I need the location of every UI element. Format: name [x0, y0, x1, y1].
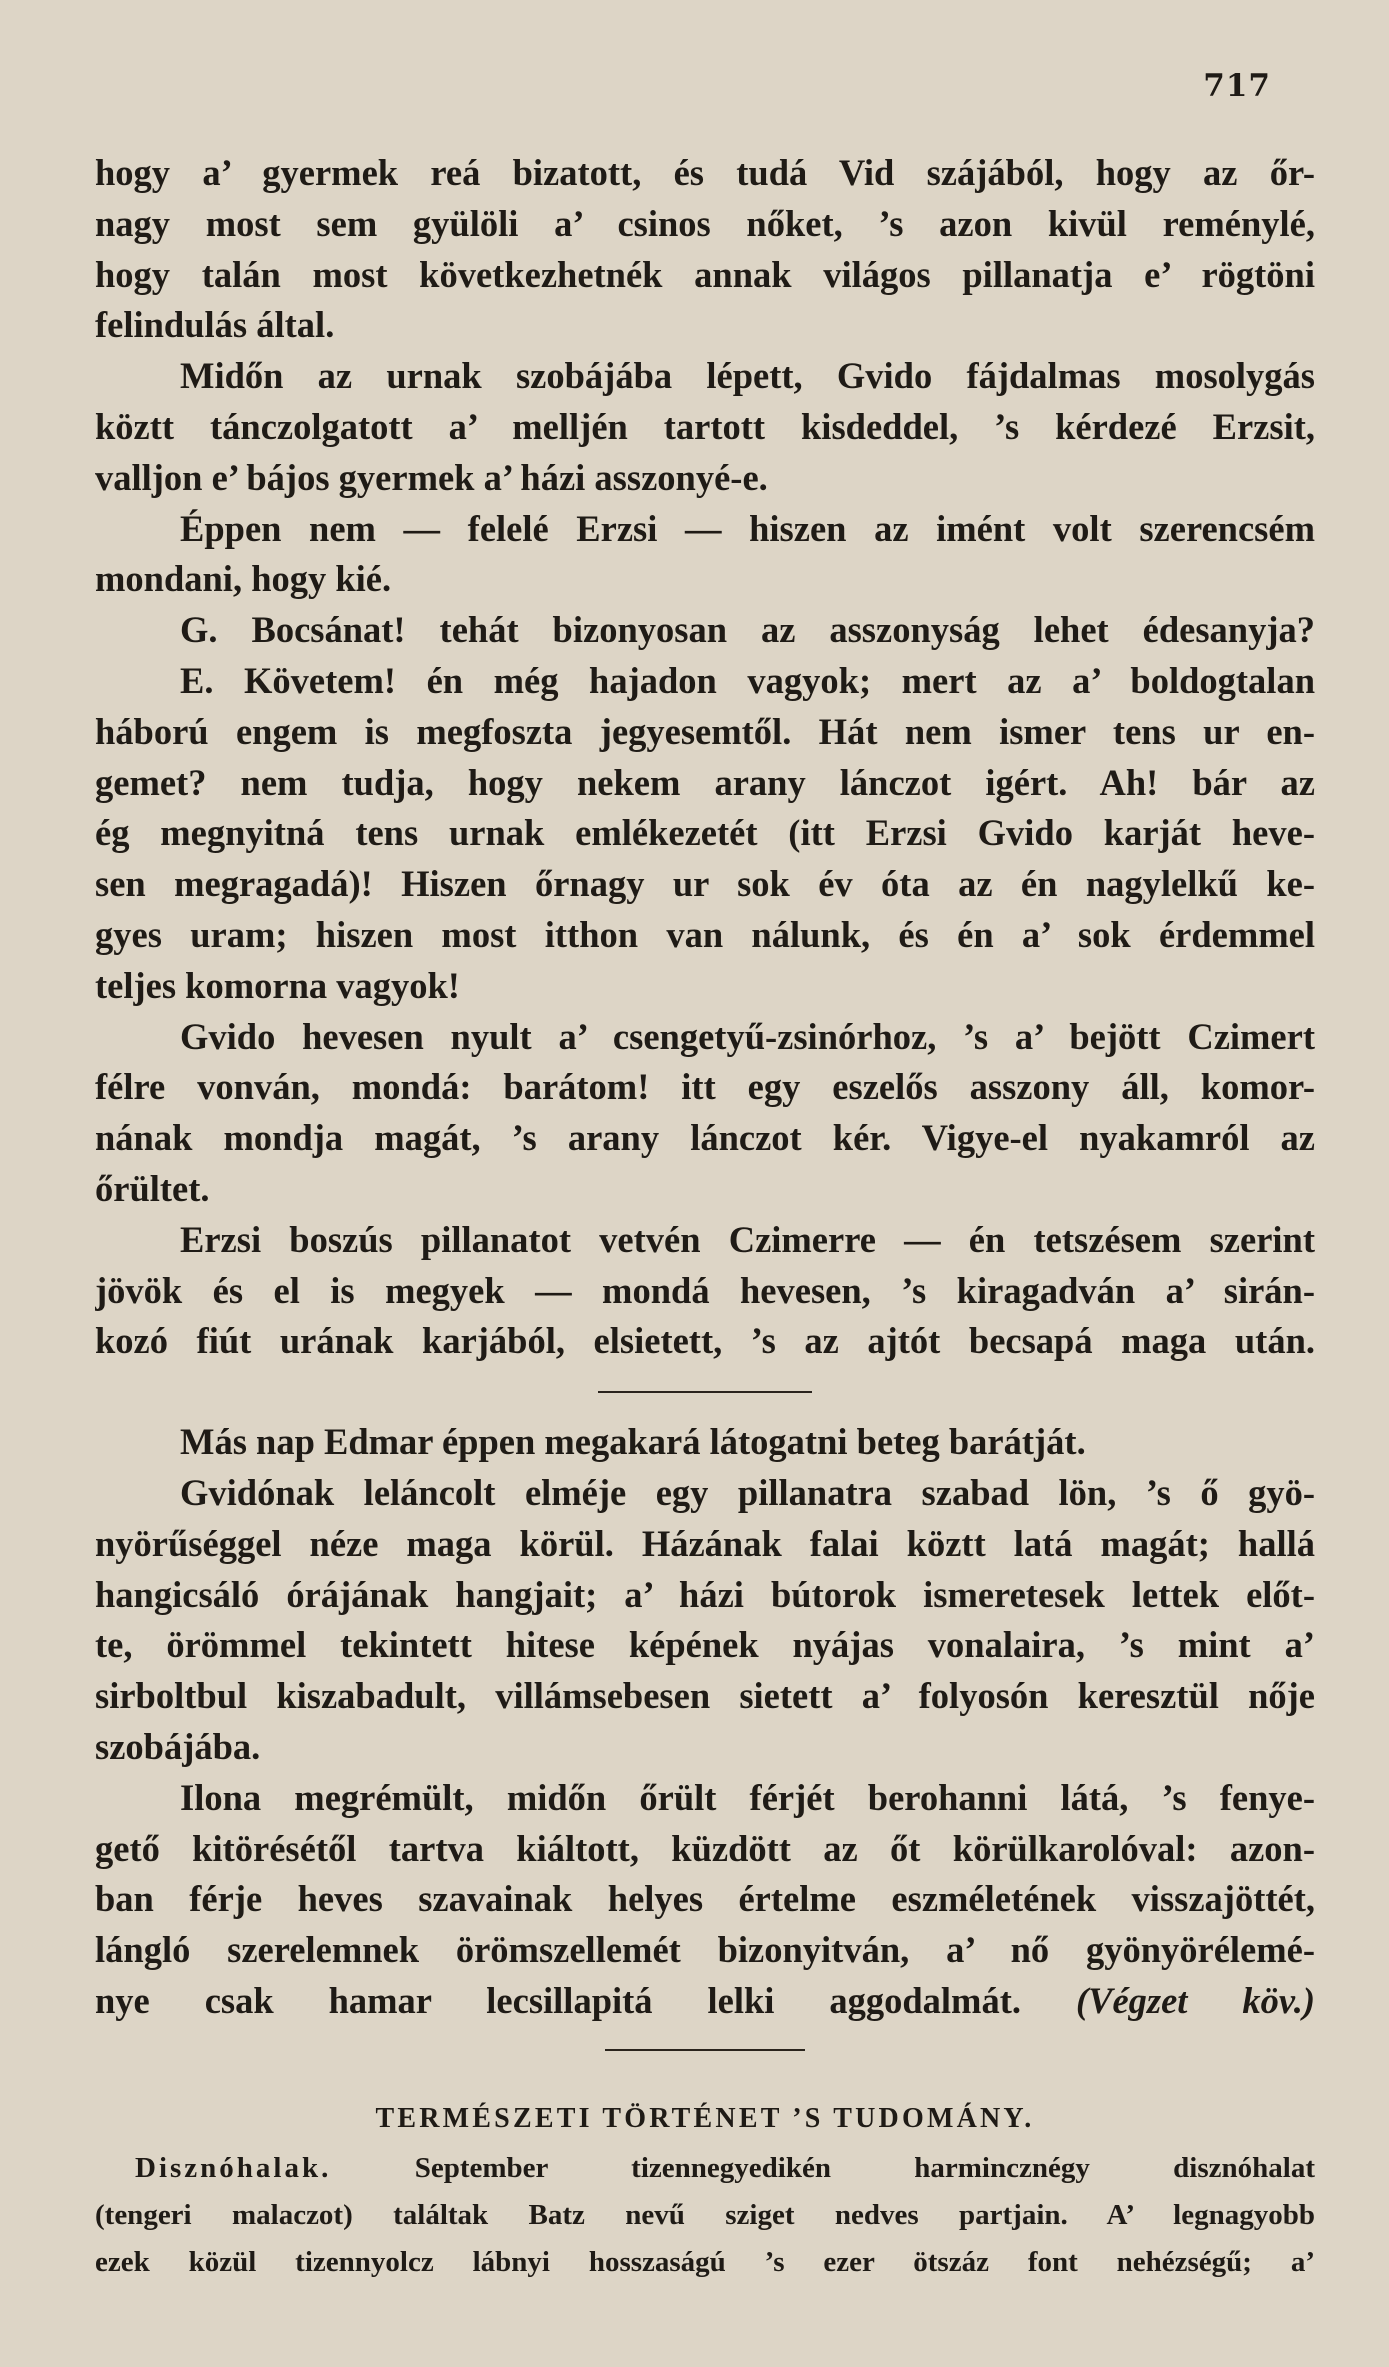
- section-heading: TERMÉSZETI TÖRTÉNET ’S TUDOMÁNY.: [375, 2102, 1035, 2134]
- text-line: gyes uram; hiszen most itthon van nálunk, és én a’ sok érdemmel: [95, 913, 1315, 955]
- text-line: ban férje heves szavainak helyes értelme eszméletének visszajöttét,: [95, 1878, 1315, 1920]
- text-line: te, örömmel tekintett hitese képének nyájas vonalaira, ’s mint a’: [95, 1624, 1315, 1666]
- text-line: gető kitörésétől tartva kiáltott, küzdött az őt körülkarolóval: azon-: [95, 1827, 1315, 1869]
- text-line: kozó fiút urának karjából, elsietett, ’s az ajtót becsapá maga után.: [95, 1320, 1315, 1362]
- text-line: Más nap Edmar éppen megakará látogatni beteg barátját.: [180, 1421, 1086, 1463]
- text-line: háború engem is megfoszta jegyesemtől. Hát nem ismer tens ur en-: [95, 710, 1315, 752]
- text-line: Gvido hevesen nyult a’ csengetyű-zsinórhoz, ’s a’ bejött Czimert: [180, 1015, 1315, 1057]
- text-line: Ilona megrémült, midőn őrült férjét berohanni látá, ’s fenye-: [180, 1776, 1315, 1818]
- text-line: Erzsi boszús pillanatot vetvén Czimerre — én tetszésem szerint: [180, 1218, 1315, 1260]
- article-line: [95, 2145, 1315, 2192]
- text-line: nának mondja magát, ’s arany lánczot kér. Vigye-el nyakamról az: [95, 1117, 1315, 1159]
- text-line: sen megragadá)! Hiszen őrnagy ur sok év óta az én nagylelkű ke-: [95, 863, 1315, 905]
- text-line: félre vonván, mondá: barátom! itt egy eszelős asszony áll, komor-: [95, 1066, 1315, 1108]
- article-line: (tengeri malaczot) találtak Batz nevű sziget nedves partjain. A’ legnagyobb: [95, 2198, 1315, 2231]
- text-line: G. Bocsánat! tehát bizonyosan az asszonyság lehet édesanyja?: [180, 609, 1315, 651]
- article-line-text: September tizennegyedikén harmincznégy disznóhalat: [414, 2151, 1315, 2184]
- text-line: őrültet.: [95, 1167, 210, 1209]
- text-line: E. Követem! én még hajadon vagyok; mert az a’ boldogtalan: [180, 659, 1315, 701]
- text-line: felindulás által.: [95, 304, 335, 346]
- article-lead: Disznóhalak.: [135, 2151, 332, 2184]
- section-divider: [598, 1391, 812, 1393]
- body-text: [95, 148, 1315, 2286]
- text-line: sirboltbul kiszabadult, villámsebesen sietett a’ folyosón keresztül nője: [95, 1675, 1315, 1717]
- continuation-note: (Végzet köv.): [1075, 1979, 1315, 2021]
- text-line: mondani, hogy kié.: [95, 558, 392, 600]
- text-line: lángló szerelemnek örömszellemét bizonyitván, a’ nő gyönyörélemé-: [95, 1929, 1315, 1971]
- text-line: Gvidónak leláncolt elméje egy pillanatra szabad lön, ’s ő gyö-: [180, 1471, 1315, 1513]
- text-line: nagy most sem gyülöli a’ csinos nőket, ’s azon kivül reménylé,: [95, 202, 1315, 244]
- article-line: ezek közül tizennyolcz lábnyi hosszaságú ’s ezer ötszáz font nehézségű; a’: [95, 2245, 1315, 2278]
- text-line: valljon e’ bájos gyermek a’ házi asszonyé-e.: [95, 456, 768, 498]
- text-line: ég megnyitná tens urnak emlékezetét (itt Erzsi Gvido karját heve-: [95, 812, 1315, 854]
- text-line-final: [95, 1976, 1315, 2027]
- page-number: 717: [1203, 68, 1271, 104]
- text-line: hogy talán most következhetnék annak világos pillanatja e’ rögtöni: [95, 253, 1315, 295]
- text-line: köztt tánczolgatott a’ melljén tartott kisdeddel, ’s kérdezé Erzsit,: [95, 405, 1315, 447]
- text-line: hangicsáló órájának hangjait; a’ házi bútorok ismeretesek lettek előt-: [95, 1573, 1315, 1615]
- section-divider: [605, 2049, 805, 2051]
- text-line: jövök és el is megyek — mondá hevesen, ’s kiragadván a’ sirán-: [95, 1269, 1315, 1311]
- text-line: nyörűséggel néze maga körül. Házának falai köztt latá magát; hallá: [95, 1522, 1315, 1564]
- text-line: Midőn az urnak szobájába lépett, Gvido fájdalmas mosolygás: [180, 355, 1315, 397]
- text-line: teljes komorna vagyok!: [95, 964, 460, 1006]
- final-line-text: nye csak hamar lecsillapitá lelki aggodalmát.: [95, 1979, 1021, 2021]
- text-line: hogy a’ gyermek reá bizatott, és tudá Vid szájából, hogy az őr-: [95, 152, 1315, 193]
- text-line: szobájába.: [95, 1725, 261, 1767]
- text-line: Éppen nem — felelé Erzsi — hiszen az imént volt szerencsém: [180, 507, 1315, 549]
- text-line: gemet? nem tudja, hogy nekem arany lánczot igért. Ah! bár az: [95, 761, 1315, 803]
